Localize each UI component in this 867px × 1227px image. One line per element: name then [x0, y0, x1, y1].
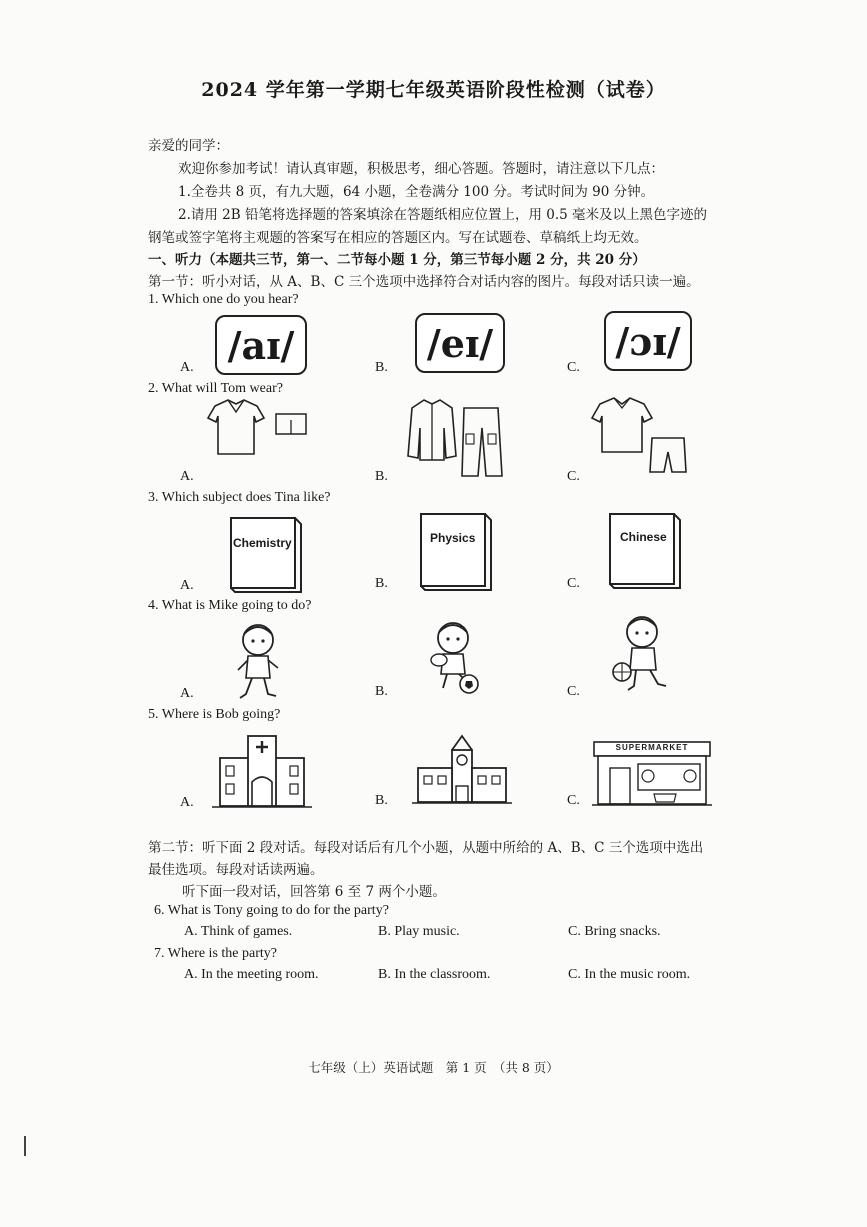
- intro-line-3b: 钢笔或签字笔将主观题的答案写在相应的答题区内。写在试题卷、草稿纸上均无效。: [148, 230, 648, 246]
- scan-mark: [24, 1136, 26, 1156]
- part1-instruction: 第一节：听小对话，从 A、B、C 三个选项中选择符合对话内容的图片。每段对话只读一遍。: [148, 274, 700, 290]
- question-6-stem: 6. What is Tony going to do for the party?: [154, 903, 389, 918]
- question-5-stem: 5. Where is Bob going?: [148, 707, 281, 722]
- shirt-and-shorts-icon: [200, 398, 310, 460]
- q3-option-b-label: B.: [375, 576, 388, 591]
- jacket-and-trousers-icon: [402, 398, 512, 480]
- q7-option-a: A. In the meeting room.: [184, 967, 319, 982]
- question-4-stem: 4. What is Mike going to do?: [148, 598, 312, 613]
- chinese-book-icon: [604, 512, 684, 592]
- q4-option-c-label: C.: [567, 684, 580, 699]
- chemistry-book-title: Chemistry: [233, 536, 292, 550]
- q1-option-b-label: B.: [375, 360, 388, 375]
- q2-option-a-label: A.: [180, 469, 194, 484]
- q2-option-c-label: C.: [567, 469, 580, 484]
- chemistry-book-icon: [225, 516, 305, 594]
- q5-option-c-label: C.: [567, 793, 580, 808]
- question-7-stem: 7. Where is the party?: [154, 946, 277, 961]
- question-3-stem: 3. Which subject does Tina like?: [148, 490, 331, 505]
- question-1-stem: 1. Which one do you hear?: [148, 292, 299, 307]
- school-icon: [412, 728, 512, 806]
- q1-option-a-label: A.: [180, 360, 194, 375]
- q7-option-b: B. In the classroom.: [378, 967, 491, 982]
- exam-title: 2024 学年第一学期七年级英语阶段性检测（试卷）: [201, 79, 666, 101]
- q6-option-c: C. Bring snacks.: [568, 924, 661, 939]
- q1-option-c-symbol: /ɔɪ/: [604, 311, 692, 371]
- hospital-icon: [212, 732, 312, 810]
- q6-option-b: B. Play music.: [378, 924, 460, 939]
- physics-book-title: Physics: [430, 531, 476, 545]
- chinese-book-title: Chinese: [620, 530, 667, 544]
- page-footer: 七年级（上）英语试题 第 1 页 （共 8 页）: [308, 1060, 559, 1075]
- q5-option-a-label: A.: [180, 795, 194, 810]
- supermarket-sign: SUPERMARKET: [615, 743, 689, 752]
- intro-line-2: 1.全卷共 8 页，有九大题，64 小题，全卷满分 100 分。考试时间为 90 分钟。: [178, 184, 655, 200]
- q1-option-a-symbol: /aɪ/: [215, 315, 307, 375]
- question-2-stem: 2. What will Tom wear?: [148, 381, 283, 396]
- section-heading: 一、听力（本题共三节，第一、二节每小题 1 分，第三节每小题 2 分，共 20 分）: [148, 252, 646, 268]
- q4-option-a-label: A.: [180, 686, 194, 701]
- q7-option-c: C. In the music room.: [568, 967, 691, 982]
- tshirt-and-shorts-icon: [588, 396, 698, 480]
- q1-option-c-label: C.: [567, 360, 580, 375]
- boy-with-football-icon: [425, 620, 485, 696]
- q3-option-a-label: A.: [180, 578, 194, 593]
- physics-book-icon: [415, 512, 495, 592]
- intro-line-1: 欢迎你参加考试！请认真审题，积极思考，细心答题。答题时，请注意以下几点：: [178, 161, 664, 177]
- q6-option-a: A. Think of games.: [184, 924, 293, 939]
- q5-option-b-label: B.: [375, 793, 388, 808]
- running-boy-icon: [234, 622, 284, 704]
- q3-option-c-label: C.: [567, 576, 580, 591]
- q4-option-b-label: B.: [375, 684, 388, 699]
- q2-option-b-label: B.: [375, 469, 388, 484]
- part2-instruction-1: 第二节：听下面 2 段对话。每段对话后有几个小题，从题中所给的 A、B、C 三个选项中选出: [148, 840, 704, 856]
- q1-option-b-symbol: /eɪ/: [415, 313, 505, 373]
- part2-instruction-2: 最佳选项。每段对话读两遍。: [148, 862, 324, 878]
- part2-instruction-3: 听下面一段对话，回答第 6 至 7 两个小题。: [182, 884, 446, 900]
- boy-with-basketball-icon: [610, 614, 676, 694]
- greeting: 亲爱的同学：: [148, 138, 229, 154]
- intro-line-3a: 2.请用 2B 铅笔将选择题的答案填涂在答题纸相应位置上，用 0.5 毫米及以上黑色字迹的: [178, 207, 708, 223]
